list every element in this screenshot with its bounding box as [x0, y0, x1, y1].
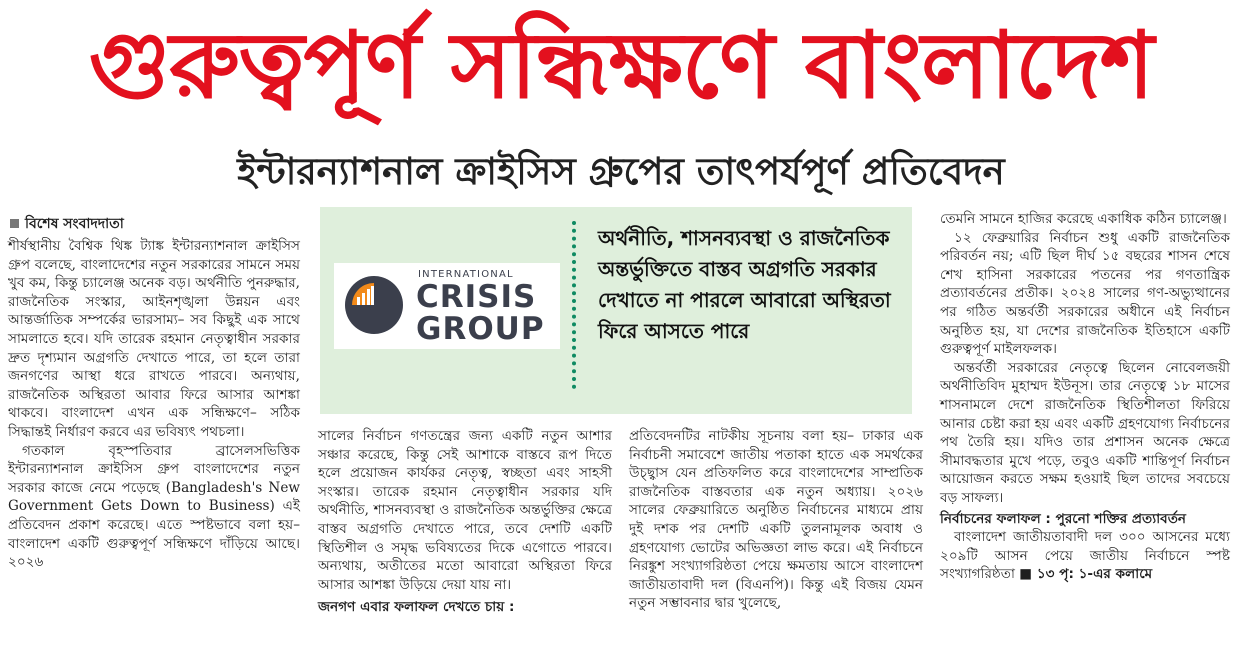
col4-subheading: নির্বাচনের ফলাফল : পুরনো শক্তির প্রত্যাবর্তন [940, 510, 1187, 527]
col4-paragraph-1: ১২ ফেব্রুয়ারির নির্বাচন শুধু একটি রাজনৈতিক পরিবর্তন নয়; এটি ছিল দীর্ঘ ১৫ বছরের শাসন শেষে শেখ হাসিনা সরকারের পতনের পর গণতান্ত্রিক প্রত্যাবর্তনের প্রতীক। ২০২৪ সালের গণ-অভ্যুত্থানের পর গঠিত অন্তর্বর্তী সরকারের অধীনে এই নির্বাচন অনুষ্ঠিত হয়, যা দেশের রাজনৈতিক ইতিহাসে একটি গুরুত্বপূর্ণ মাইলফলক। [940, 229, 1230, 358]
col1-paragraph-2: গতকাল বৃহস্পতিবার ব্রাসেলসভিত্তিক ইন্টারন্যাশনাল ক্রাইসিস গ্রুপ বাংলাদেশের নতুন সরকার কাজে নেমে পড়েছে (Bangladesh's New Government Gets Down to Business) এই প্রতিবেদন প্রকাশ করেছে। এতে স্পষ্টভাবে বলা হয়– বাংলাদেশ একটি গুরুত্বপূর্ণ সন্ধিক্ষণে দাঁড়িয়ে আছে। ২০২৬ [8, 442, 300, 571]
col4-paragraph-0: তেমনি সামনে হাজির করেছে একাধিক কঠিন চ্যালেঞ্জ। [940, 211, 1227, 227]
byline-text: বিশেষ সংবাদদাতা [25, 216, 124, 232]
col2-subheading: জনগণ এবার ফলাফল দেখতে চায় : [318, 599, 515, 616]
subheadline: ইন্টারন্যাশনাল ক্রাইসিস গ্রুপের তাৎপর্যপূর্ণ প্রতিবেদন [237, 150, 1005, 193]
article-column-4 [940, 210, 1230, 584]
article-column-2 [318, 427, 612, 617]
logo-text-group: GROUP [416, 311, 545, 347]
bullet-icon [10, 219, 19, 228]
crisis-group-emblem-icon [344, 275, 404, 335]
col4-paragraph-3 [940, 528, 1230, 584]
continuation-note: ■ ১৩ পৃ: ১-এর কলামে [1019, 566, 1153, 583]
feature-box [320, 207, 912, 414]
col2-paragraph-1: সালের নির্বাচন গণতন্ত্রের জন্য একটি নতুন আশার সঞ্চার করেছে, কিন্তু সেই আশাকে বাস্তবে রূপ দিতে হলে প্রয়োজন কার্যকর নেতৃত্ব, স্বচ্ছতা এবং সাহসী সংস্কার। তারেক রহমান নেতৃত্বাধীন সরকার যদি অর্থনীতি, শাসনব্যবস্থা ও রাজনৈতিক অন্তর্ভুক্তির ক্ষেত্রে বাস্তব অগ্রগতি দেখাতে পারে, তবে দেশটি একটি স্থিতিশীল ও সমৃদ্ধ ভবিষ্যতের দিকে এগোতে পারবে। অন্যথায়, অতীতের মতো আবারো অস্থিরতা ফিরে আসার আশঙ্কা উড়িয়ে দেয়া যায় না। [318, 428, 612, 593]
logo-text-international: INTERNATIONAL [418, 269, 514, 280]
col1-paragraph-1: শীর্ষস্থানীয় বৈশ্বিক থিঙ্ক ট্যাঙ্ক ইন্টারন্যাশনাল ক্রাইসিস গ্রুপ বলেছে, বাংলাদেশের নতুন সরকারের সামনে সময় খুব কম, কিন্তু চ্যালেঞ্জ অনেক বড়। অর্থনীতি পুনরুদ্ধার, রাজনৈতিক সংস্কার, আইনশৃঙ্খলা উন্নয়ন এবং আন্তর্জাতিক সম্পর্কের ভারসাম্য– সব কিছুই এক সাথে সামলাতে হবে। যদি তারেক রহমান নেতৃত্বাধীন সরকার দ্রুত দৃশ্যমান অগ্রগতি দেখাতে পারে, তা হলে তারা জনগণের আস্থা ধরে রাখতে পারবে। অন্যথায়, রাজনৈতিক অস্থিরতা আবার ফিরে আসার আশঙ্কা থাকবে। বাংলাদেশ এখন এক সন্ধিক্ষণে– সঠিক সিদ্ধান্তই নির্ধারণ করবে এর ভবিষ্যৎ পথচলা। [8, 238, 300, 440]
article-column-3 [629, 427, 923, 613]
pull-quote: অর্থনীতি, শাসনব্যবস্থা ও রাজনৈতিক অন্তর্ভুক্তিতে বাস্তব অগ্রগতি সরকার দেখাতে না পারলে আবারো অস্থিরতা ফিরে আসতে পারে [598, 226, 891, 343]
col4-paragraph-2: অন্তর্বর্তী সরকারের নেতৃত্বে ছিলেন নোবেলজয়ী অর্থনীতিবিদ মুহাম্মদ ইউনূস। তার নেতৃত্বে ১৮ মাসের শাসনামলে দেশে রাজনৈতিক স্থিতিশীলতা ফিরিয়ে আনার চেষ্টা করা হয় এবং একটি গ্রহণযোগ্য নির্বাচনের পথ তৈরি হয়। যদিও তার প্রশাসন অনেক ক্ষেত্রে সীমাবদ্ধতার মুখে পড়ে, তবুও একটি শান্তিপূর্ণ নির্বাচন আয়োজন করতে সক্ষম হওয়াই ছিল তাদের সবচেয়ে বড় সাফল্য। [940, 359, 1230, 506]
col3-paragraph-1: প্রতিবেদনটির নাটকীয় সূচনায় বলা হয়– ঢাকার এক নির্বাচনী সমাবেশে জাতীয় পতাকা হাতে এক সমর্থকের উচ্ছ্বাস যেন প্রতিফলিত করে বাংলাদেশের সাম্প্রতিক রাজনৈতিক বাস্তবতার এক নতুন অধ্যায়। ২০২৬ সালের ফেব্রুয়ারিতে অনুষ্ঠিত নির্বাচনের মাধ্যমে প্রায় দুই দশক পর দেশটি একটি তুলনামূলক অবাধ ও গ্রহণযোগ্য ভোটের অভিজ্ঞতা লাভ করে। এই নির্বাচনে নিরঙ্কুশ সংখ্যাগরিষ্ঠতা পেয়ে ক্ষমতায় আসে বাংলাদেশ জাতীয়তাবাদী দল (বিএনপি)। কিন্তু এই বিজয় যেমন নতুন সম্ভাবনার দ্বার খুলেছে, [629, 428, 923, 612]
col4-paragraph-3-text: বাংলাদেশ জাতীয়তাবাদী দল ৩০০ আসনের মধ্যে ২০৯টি আসন পেয়ে জাতীয় নির্বাচনে স্পষ্ট সংখ্যাগরিষ্ঠতা [940, 529, 1230, 583]
headline: গুরুত্বপূর্ণ সন্ধিক্ষণে বাংলাদেশ [88, 12, 1154, 119]
article-column-1 [8, 237, 300, 572]
logo-text-crisis: CRISIS [416, 279, 537, 315]
byline [8, 214, 300, 234]
crisis-group-logo [334, 263, 560, 349]
dotted-divider [572, 221, 576, 389]
